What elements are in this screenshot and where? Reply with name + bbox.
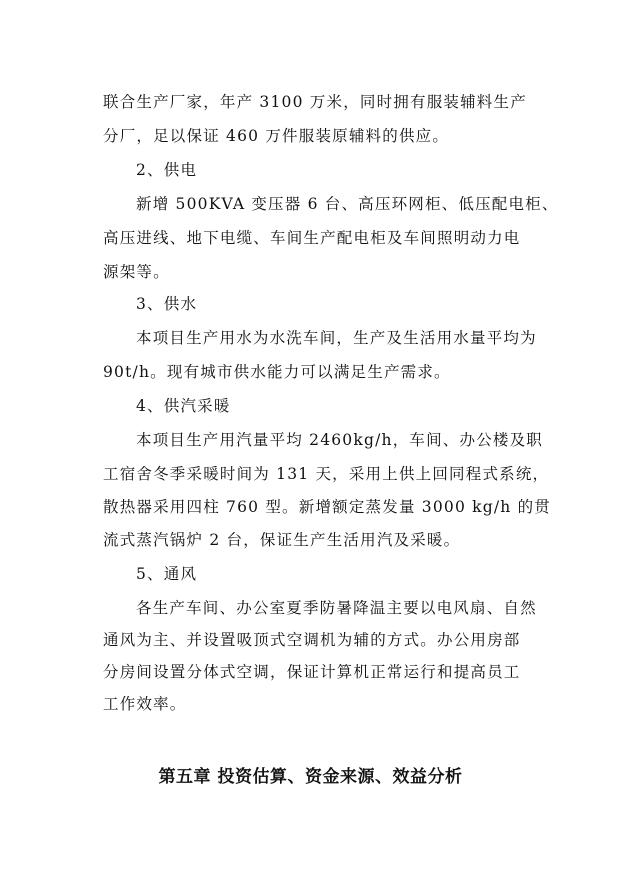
paragraph-line: 流式蒸汽锅炉 2 台，保证生产生活用汽及采暖。	[103, 531, 461, 549]
paragraph-line: 分房间设置分体式空调，保证计算机正常运行和提高员工	[103, 663, 521, 681]
section-heading-steam-heating: 4、供汽采暖	[136, 397, 231, 415]
paragraph-line: 源架等。	[103, 263, 170, 281]
section-heading-ventilation: 5、通风	[136, 565, 198, 583]
paragraph-line: 工宿舍冬季采暖时间为 131 天，采用上供上回同程式系统，	[103, 465, 550, 483]
chapter-title: 第五章 投资估算、资金来源、效益分析	[158, 767, 463, 787]
paragraph-line: 工作效率。	[103, 695, 187, 713]
paragraph-line: 高压进线、地下电缆、车间生产配电柜及车间照明动力电	[103, 229, 521, 247]
paragraph-line: 各生产车间、办公室夏季防暑降温主要以电风扇、自然	[136, 599, 537, 617]
paragraph-line: 分厂，足以保证 460 万件服装原辅料的供应。	[103, 127, 450, 145]
paragraph-line: 本项目生产用水为水洗车间，生产及生活用水量平均为	[136, 329, 537, 347]
section-heading-power-supply: 2、供电	[136, 161, 198, 179]
paragraph-line: 新增 500KVA 变压器 6 台、高压环网柜、低压配电柜、	[136, 195, 559, 213]
section-heading-water-supply: 3、供水	[136, 295, 198, 313]
paragraph-line: 90t/h。现有城市供水能力可以满足生产需求。	[103, 363, 451, 381]
paragraph-line: 通风为主、并设置吸顶式空调机为辅的方式。办公用房部	[103, 631, 521, 649]
paragraph-line: 本项目生产用汽量平均 2460kg/h，车间、办公楼及职	[136, 431, 543, 449]
paragraph-line: 联合生产厂家，年产 3100 万米，同时拥有服装辅料生产	[103, 93, 527, 111]
paragraph-line: 散热器采用四柱 760 型。新增额定蒸发量 3000 kg/h 的贯	[103, 498, 551, 516]
